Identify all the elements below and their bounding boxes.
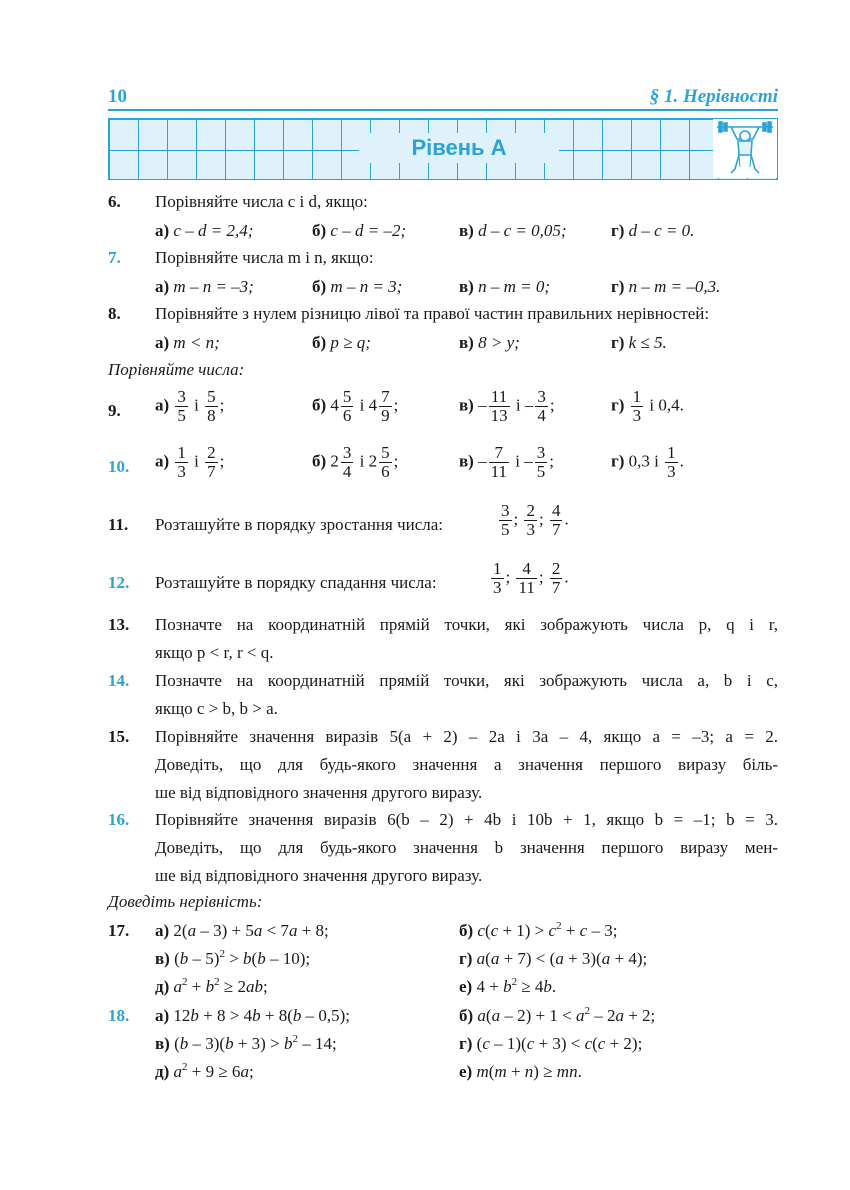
problem-number: 14.	[108, 671, 130, 690]
problem-text: ше від відповідного значення другого виразу.	[155, 866, 483, 885]
option-a: а) $\frac{1}{3}$ і $\frac{2}{7}$ ;	[155, 443, 225, 481]
option-value: d – c = 0,05;	[478, 221, 567, 240]
option-f: е) $4 + b^2 \ge 4b$.	[459, 976, 557, 996]
option-label: б)	[312, 221, 327, 240]
header-rule	[108, 109, 778, 111]
level-title: Рівень А	[359, 133, 559, 163]
option-label: г)	[611, 333, 625, 352]
problem-text: Розташуйте в порядку зростання числа:	[155, 515, 444, 534]
problem-text: Позначте на координатній прямій точки, які зображують числа p, q і r,	[155, 615, 778, 634]
option-a: а) $\frac{3}{5}$ і $\frac{5}{8}$ ;	[155, 387, 225, 425]
page-number: 10	[108, 86, 127, 107]
option-value: 8 > y;	[478, 333, 520, 352]
section-title: § 1. Нерівності	[649, 86, 778, 107]
problem-number: 15.	[108, 727, 130, 746]
option-value: m – n = 3;	[330, 277, 403, 296]
option-b: б) 4 $\frac{5}{6}$ і 4 $\frac{7}{9}$ ;	[312, 387, 399, 425]
prove-heading: Доведіть нерівність:	[108, 892, 263, 911]
option-label: г)	[611, 277, 625, 296]
problem-text: Порівняйте значення виразів 6(b – 2) + 4b і 10b + 1, якщо b = –1; b = 3.	[155, 810, 778, 829]
option-d: г) $\frac{1}{3}$ і 0,4.	[611, 387, 684, 425]
problem-number: 8.	[108, 304, 121, 323]
option-b: б) $c(c + 1) > c^2 + c - 3$;	[459, 920, 618, 940]
option-d: г) a(a + 7) < (a + 3)(a + 4);	[459, 949, 648, 968]
option-d: г) (c – 1)(c + 3) < c(c + 2);	[459, 1034, 643, 1053]
problem-number: 7.	[108, 248, 121, 267]
problem-text: Порівняйте значення виразів 5(a + 2) – 2a і 3a – 4, якщо a = –3; a = 2.	[155, 727, 778, 746]
option-label: в)	[459, 221, 474, 240]
option-value: n – m = –0,3.	[628, 277, 721, 296]
problem-text: Порівняйте з нулем різницю лівої та правої частин правильних нерівностей:	[155, 304, 710, 323]
level-banner	[108, 118, 778, 180]
problem-text: Порівняйте числа c і d, якщо:	[155, 192, 368, 211]
option-label: в)	[459, 333, 474, 352]
option-a: а) 12b + 8 > 4b + 8(b – 0,5);	[155, 1006, 350, 1025]
option-b: б) $a(a - 2) + 1 < a^2 - 2a + 2$;	[459, 1005, 656, 1025]
problem-text: Порівняйте числа m і n, якщо:	[155, 248, 374, 267]
option-label: а)	[155, 277, 170, 296]
problem-number: 9.	[108, 401, 121, 420]
option-e: д) $a^2 + 9 \ge 6a$;	[155, 1061, 254, 1081]
problem-number: 11.	[108, 515, 129, 534]
number-list: $\frac{1}{3}$ ; $\frac{4}{11}$ ; $\frac{2}{7}$ .	[493, 559, 569, 597]
weightlifter-icon	[713, 119, 777, 178]
problem-number: 16.	[108, 810, 130, 829]
option-value: n – m = 0;	[478, 277, 551, 296]
option-d: г) 0,3 і $\frac{1}{3}$ .	[611, 443, 684, 481]
problem-number: 13.	[108, 615, 130, 634]
problem-number: 10.	[108, 457, 130, 476]
option-c: в) $(b - 3)(b + 3) > b^2 - 14$;	[155, 1033, 337, 1053]
problem-text: Розташуйте в порядку спадання числа:	[155, 573, 437, 592]
option-value: c – d = –2;	[330, 221, 407, 240]
option-label: а)	[155, 333, 170, 352]
option-c: в) – $\frac{11}{13}$ і – $\frac{3}{4}$ ;	[459, 387, 555, 425]
option-value: k ≤ 5.	[628, 333, 667, 352]
problem-text: Позначте на координатній прямій точки, які зображують числа a, b і c,	[155, 671, 778, 690]
option-value: d – c = 0.	[628, 221, 695, 240]
option-label: б)	[312, 277, 327, 296]
option-value: m < n;	[173, 333, 220, 352]
option-label: а)	[155, 221, 170, 240]
problem-text: Доведіть, що для будь-якого значення a значення першого виразу біль-	[155, 755, 778, 774]
option-f: е) m(m + n) ≥ mn.	[459, 1062, 582, 1081]
option-e: д) $a^2 + b^2 \ge 2ab$;	[155, 976, 268, 996]
option-value: c – d = 2,4;	[173, 221, 254, 240]
number-list: $\frac{3}{5}$ ; $\frac{2}{3}$ ; $\frac{4}{7}$ .	[501, 501, 569, 539]
problem-number: 17.	[108, 921, 130, 940]
option-c: в) – $\frac{7}{11}$ і – $\frac{3}{5}$ ;	[459, 443, 554, 481]
problem-number: 6.	[108, 192, 121, 211]
option-value: p ≥ q;	[330, 333, 371, 352]
problem-number: 12.	[108, 573, 130, 592]
compare-heading: Порівняйте числа:	[108, 360, 245, 379]
option-value: m – n = –3;	[173, 277, 254, 296]
option-a: а) 2(a – 3) + 5a < 7a + 8;	[155, 921, 329, 940]
option-c: в) (b – 5)$^2$ > b(b – 10);	[155, 948, 311, 968]
option-label: в)	[459, 277, 474, 296]
problem-text: якщо p < r, r < q.	[155, 643, 274, 662]
problem-text: якщо c > b, b > a.	[155, 699, 278, 718]
option-b: б) 2 $\frac{3}{4}$ і 2 $\frac{5}{6}$ ;	[312, 443, 399, 481]
option-label: б)	[312, 333, 327, 352]
problem-text: ше від відповідного значення другого виразу.	[155, 783, 483, 802]
problem-text: Доведіть, що для будь-якого значення b значення першого виразу мен-	[155, 838, 778, 857]
option-label: г)	[611, 221, 625, 240]
problem-number: 18.	[108, 1006, 130, 1025]
